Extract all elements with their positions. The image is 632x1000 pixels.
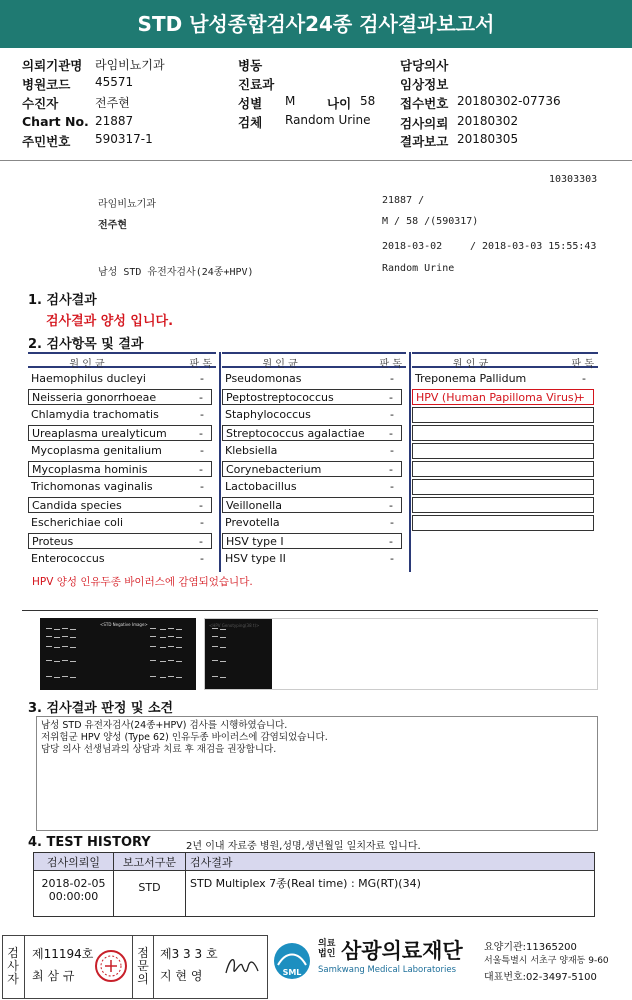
organism-name: Trichomonas vaginalis [31,480,153,493]
organism-result: - [390,480,394,493]
clinical-label: 임상정보 [400,77,449,92]
column-header-result: 판 독 [379,359,402,370]
organism-name: Escherichiae coli [31,516,124,529]
organism-name: Mycoplasma genitalium [31,444,162,457]
organism-name: Chlamydia trachomatis [31,408,159,421]
column-header-1 [28,352,216,368]
specimen-label: 검체 [238,115,263,130]
dept-label: 진료과 [238,77,275,92]
code-value: 45571 [95,75,134,89]
organism-name: Pseudomonas [225,372,302,385]
opinion-line: 담당 의사 선생님과의 상담과 치료 후 재검을 권장합니다. [41,744,277,755]
gel-band [62,676,68,677]
gel-band [176,677,182,678]
gel-band [70,637,76,638]
organism-name: Veillonella [226,499,282,512]
gel-band [62,636,68,637]
organism-name: Mycoplasma hominis [32,463,148,476]
organism-result: - [389,535,393,548]
overall-result: 검사결과 양성 입니다. [46,314,174,329]
organism-name: Staphylococcus [225,408,311,421]
organism-result: - [200,480,204,493]
opinion-line: 남성 STD 유전자검사(24종+HPV) 검사를 시행하였습니다. [41,720,288,731]
result-row [222,551,402,567]
column-header-name: 원 인 균 [452,359,489,370]
organism-result: - [389,463,393,476]
result-row [412,371,594,387]
svg-text:SML: SML [282,968,302,977]
examiner-seal [94,949,128,983]
section2-divider [22,610,598,611]
history-col-result: 검사결과 [186,853,595,871]
result-row-empty [412,443,594,459]
organism-result: - [200,372,204,385]
gel-band [220,661,226,662]
organism-name: HSV type II [225,552,286,565]
gel-band [70,629,76,630]
org-code: 요양기관:11365200 [484,942,577,953]
history-type: STD [114,871,186,917]
patient-label: 수진자 [22,96,59,111]
history-result: STD Multiplex 7종(Real time) : MG(RT)(34) [186,871,595,917]
column-header-name: 원 인 균 [69,359,105,370]
gel-band [168,636,174,637]
section2-title: 2. 검사항목 및 결과 [28,337,144,352]
print-specimen: Random Urine [382,263,455,274]
report-title: STD 남성종합검사24종 검사결과보고서 [0,0,632,48]
gel-band [176,629,182,630]
result-row-empty [412,515,594,531]
organism-result: - [389,499,393,512]
organism-name: Prevotella [225,516,280,529]
result-row [222,479,402,495]
id-value: 590317-1 [95,132,153,146]
gel-band [62,660,68,661]
sml-logo-icon [272,941,312,981]
gel-band [150,628,156,629]
gel-band [168,628,174,629]
organism-name: Enterococcus [31,552,105,565]
doctor-label: 담당의사 [400,58,449,73]
organism-result: - [200,444,204,457]
result-row [28,461,212,477]
gel-band [46,628,52,629]
opinion-line: 저위험군 HPV 양성 (Type 62) 인유두종 바이러스에 감염되었습니다. [41,732,328,743]
result-row-empty [412,497,594,513]
gel-band [54,637,60,638]
ward-label: 병동 [238,58,263,73]
history-col-type: 보고서구분 [114,853,186,871]
gel-band [160,629,166,630]
organism-name: Ureaplasma urealyticum [32,427,167,440]
gel-band [176,647,182,648]
gel-band [220,677,226,678]
history-note: 2년 이내 자료중 병원,성명,생년월일 일치자료 입니다. [186,841,421,852]
gel-band [212,676,218,677]
org-type: 의료 법인 [318,939,336,959]
column-header-result: 판 독 [571,359,594,370]
age-value: 58 [360,94,376,108]
history-time: 00:00:00 [48,890,99,903]
organism-name: Haemophilus ducleyi [31,372,146,385]
request-label: 검사의뢰 [400,116,449,131]
result-row [28,551,212,567]
gel-band [168,660,174,661]
org-address: 서울특별시 서초구 양재동 9-60 [484,956,609,966]
organism-result: - [389,391,393,404]
gel-band [212,636,218,637]
organism-name: Neisseria gonorrhoeae [32,391,157,404]
gel-band [70,647,76,648]
id-label: 주민번호 [22,134,71,149]
organism-result: - [390,372,394,385]
result-row-empty [412,425,594,441]
organism-result: - [199,535,203,548]
print-code: 10303303 [549,174,598,185]
history-col-date: 검사의뢰일 [34,853,114,871]
history-date: 2018-02-05 [41,877,106,890]
gel-band [220,629,226,630]
request-value: 20180302 [457,114,519,128]
report-label: 결과보고 [400,134,449,149]
examiner-vertical-label: 검 사 자 [7,946,19,986]
organism-result: - [390,516,394,529]
column-header-2 [222,352,406,368]
result-row [28,515,212,531]
gel-band [62,628,68,629]
organism-result: - [199,391,203,404]
print-sexage: M / 58 /(590317) [382,216,479,227]
result-row [222,407,402,423]
org-english: Samkwang Medical Laboratories [318,965,457,975]
org-phone: 대표번호:02-3497-5100 [484,972,597,983]
patient-value: 전주현 [95,96,130,110]
organism-name: Klebsiella [225,444,278,457]
result-row [28,479,212,495]
footer [0,935,632,1000]
gel-band [46,660,52,661]
age-label: 나이 [327,96,352,111]
organism-result: - [390,444,394,457]
gel-band [70,677,76,678]
section1-title: 1. 검사결과 [28,293,97,308]
result-row [222,533,402,549]
gel-band [150,646,156,647]
hpv-note: HPV 양성 인유두종 바이러스에 감염되었습니다. [32,576,253,588]
specialist-signature [222,951,262,981]
print-date1: 2018-03-02 [382,241,443,252]
gel-band [54,629,60,630]
opinion-text [37,717,597,759]
org-name: 삼광의료재단 [341,939,463,963]
result-row [222,389,402,405]
specialist-vertical-label: 점 문 의 [137,946,149,986]
report-value: 20180305 [457,132,519,146]
gel-band [54,661,60,662]
print-inst: 라임비뇨기과 [98,199,156,210]
column-header-3 [412,352,598,368]
gel-image-frame [204,618,598,690]
result-row-empty [412,461,594,477]
column-divider-1 [219,352,221,572]
result-row [28,425,212,441]
result-row [28,371,212,387]
column-header-result: 판 독 [189,359,212,370]
result-row [28,443,212,459]
gel-band [212,660,218,661]
gel-caption-right: <HPV Genotyping(38 t)> [209,623,260,628]
gel-band [168,676,174,677]
print-date2: / 2018-03-03 15:55:43 [470,241,597,252]
organism-result: - [389,427,393,440]
examiner-name: 최 삼 규 [32,969,75,983]
result-row [222,497,402,513]
column-header-name: 원 인 균 [262,359,298,370]
section3-title: 3. 검사결과 판정 및 소견 [28,701,174,716]
result-row [28,389,212,405]
specialist-license: 제3 3 3 호 [160,947,218,961]
organism-name: Lactobacillus [225,480,297,493]
organism-result: - [200,516,204,529]
result-row [222,443,402,459]
gel-band [70,661,76,662]
print-name: 전주현 [98,220,127,231]
specialist-name: 지 현 영 [160,969,203,983]
gel-band [46,646,52,647]
sig-divider-2 [132,935,133,999]
result-row [222,515,402,531]
organism-name: Streptococcus agalactiae [226,427,365,440]
gel-band [54,677,60,678]
header-divider [0,160,632,161]
organism-name: HSV type I [226,535,284,548]
receipt-label: 접수번호 [400,96,449,111]
organism-name: Candida species [32,499,122,512]
specimen-value: Random Urine [285,113,371,127]
print-test: 남성 STD 유전자검사(24종+HPV) [98,267,254,278]
history-table [33,852,595,917]
result-row [28,497,212,513]
organism-name: Peptostreptococcus [226,391,334,404]
result-row [222,461,402,477]
examiner-license: 제11194호 [32,947,94,961]
result-row [222,371,402,387]
code-label: 병원코드 [22,77,71,92]
organism-result: - [199,463,203,476]
gel-band [220,637,226,638]
gel-band [212,628,218,629]
gel-band [46,636,52,637]
organism-result: - [200,552,204,565]
history-date-cell [34,871,114,917]
gel-band [176,661,182,662]
organism-name: HPV (Human Papilloma Virus) [416,391,578,404]
gel-band [150,660,156,661]
result-row [28,407,212,423]
organism-result: - [582,372,586,385]
organism-result: - [199,427,203,440]
sig-divider-1 [24,935,25,999]
result-row [28,533,212,549]
organism-result: - [199,499,203,512]
gel-band [160,647,166,648]
gel-band [176,637,182,638]
chart-label: Chart No. [22,114,89,129]
gel-band [168,646,174,647]
column-divider-2 [409,352,411,572]
organism-result: - [390,552,394,565]
gel-caption-left: <STD Negative Image> [100,622,148,627]
opinion-box [36,716,598,831]
history-header-row [34,853,595,871]
receipt-value: 20180302-07736 [457,94,561,108]
gel-band [160,637,166,638]
organism-result: - [390,408,394,421]
result-row [222,425,402,441]
print-chart: 21887 / [382,195,425,206]
gel-band [54,647,60,648]
history-row [34,871,595,917]
gel-band [150,636,156,637]
gel-band [46,676,52,677]
organism-name: Proteus [32,535,74,548]
gel-band [160,677,166,678]
sig-divider-3 [153,935,154,999]
organism-name: Corynebacterium [226,463,322,476]
gel-band [212,646,218,647]
section4-title: 4. TEST HISTORY [28,835,151,850]
result-row-empty [412,407,594,423]
sex-label: 성별 [238,96,263,111]
gel-band [160,661,166,662]
chart-value: 21887 [95,114,134,128]
result-row-empty [412,479,594,495]
organism-result: - [200,408,204,421]
gel-band [150,676,156,677]
gel-band [220,647,226,648]
inst-value: 라임비뇨기과 [95,58,165,72]
inst-label: 의뢰기관명 [22,58,83,73]
result-row [412,389,594,405]
gel-band [62,646,68,647]
organism-result: + [575,391,585,404]
organism-name: Treponema Pallidum [415,372,527,385]
sex-value: M [285,94,296,108]
